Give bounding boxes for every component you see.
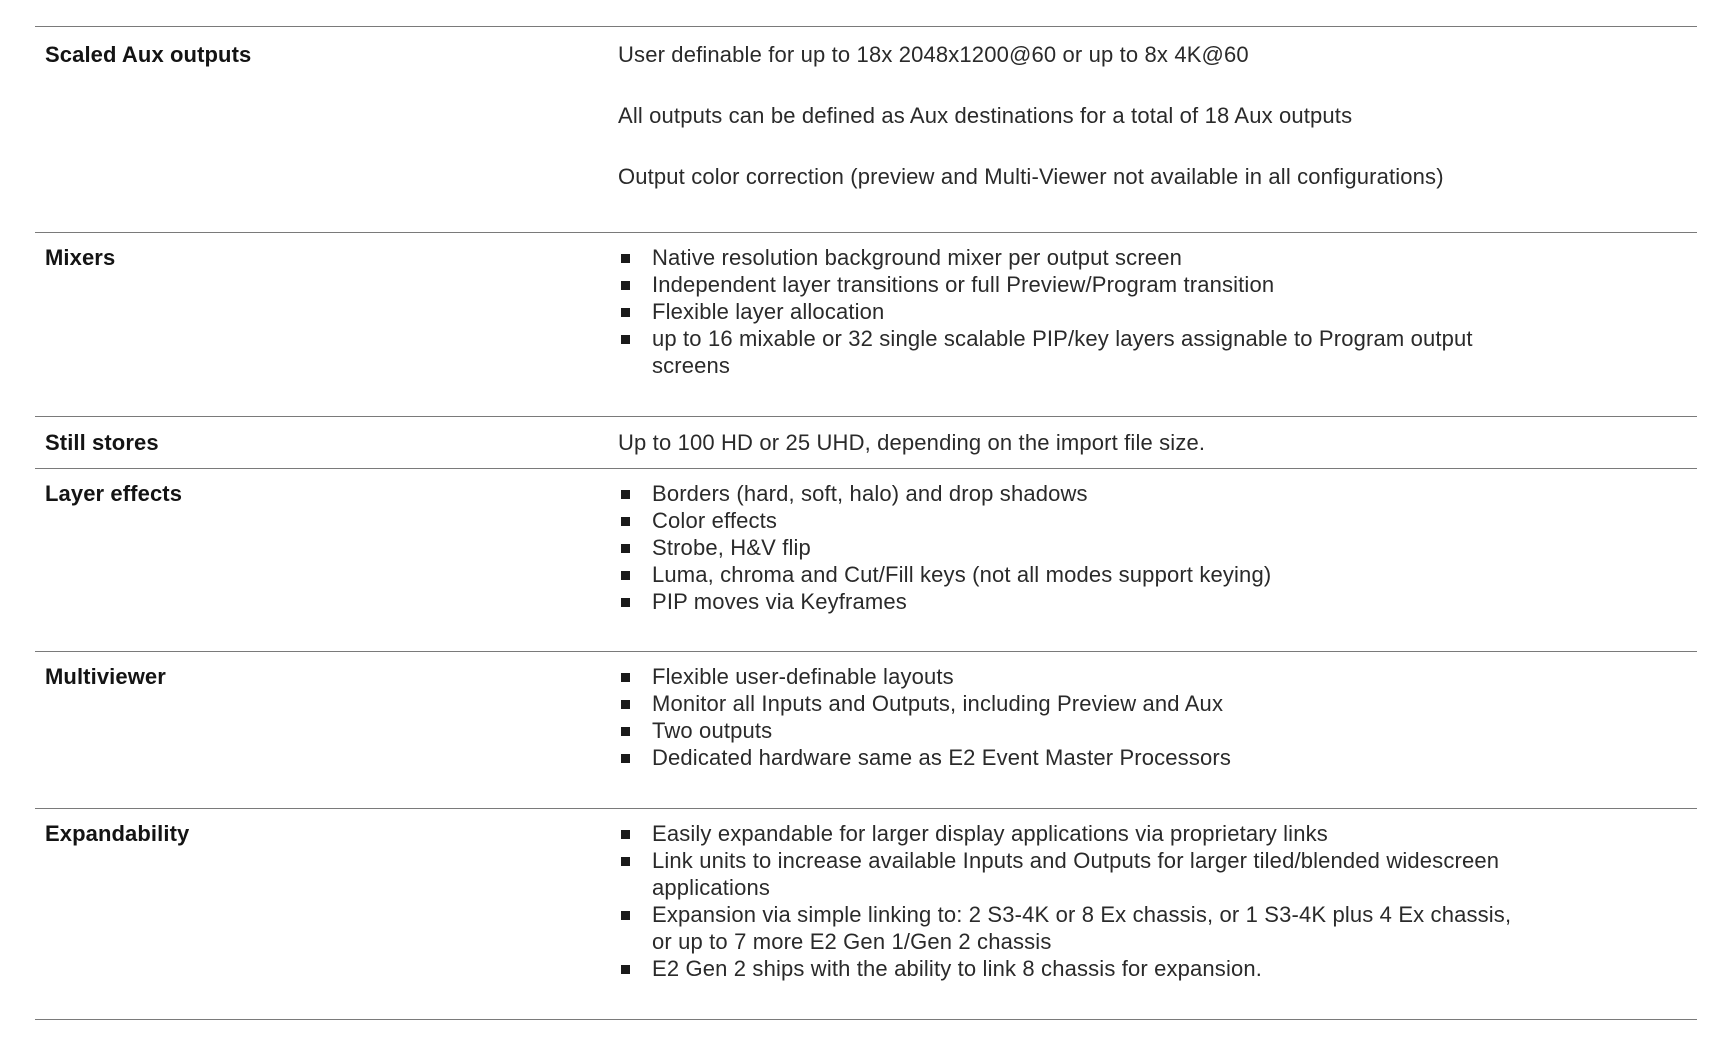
bullet-item: Easily expandable for larger display applications via proprietary links bbox=[618, 820, 1518, 847]
spec-row-expandability bbox=[35, 809, 1697, 1020]
spec-row-scaled-aux-outputs bbox=[35, 27, 1697, 233]
spec-value bbox=[618, 820, 1697, 1019]
bullet-item: Two outputs bbox=[618, 717, 1518, 744]
bullet-item: Flexible layer allocation bbox=[618, 298, 1518, 325]
spec-label: Still stores bbox=[45, 430, 159, 455]
bullet-item: Link units to increase available Inputs and Outputs for larger tiled/blended widescreen applications bbox=[618, 847, 1518, 901]
bullet-item: Native resolution background mixer per output screen bbox=[618, 244, 1518, 271]
spec-paragraph: Up to 100 HD or 25 UHD, depending on the import file size. bbox=[618, 430, 1206, 455]
bullet-item: Luma, chroma and Cut/Fill keys (not all modes support keying) bbox=[618, 561, 1518, 588]
bullet-list bbox=[618, 820, 1518, 982]
bullet-item: Strobe, H&V flip bbox=[618, 534, 1518, 561]
spec-row-still-stores bbox=[35, 417, 1697, 469]
spec-row-mixers bbox=[35, 233, 1697, 417]
bullet-list bbox=[618, 663, 1518, 771]
bullet-item: Monitor all Inputs and Outputs, including Preview and Aux bbox=[618, 690, 1518, 717]
bullet-list bbox=[618, 244, 1518, 379]
spec-label: Layer effects bbox=[45, 481, 183, 506]
bullet-item: E2 Gen 2 ships with the ability to link 8 chassis for expansion. bbox=[618, 955, 1518, 982]
spec-row-multiviewer bbox=[35, 652, 1697, 809]
spec-value bbox=[618, 429, 1697, 468]
spec-label: Mixers bbox=[45, 245, 116, 270]
spec-label: Multiviewer bbox=[45, 664, 166, 689]
spec-paragraph: Output color correction (preview and Multi-Viewer not available in all configurations) bbox=[618, 164, 1444, 189]
spec-value bbox=[618, 244, 1697, 416]
bullet-item: Expansion via simple linking to: 2 S3-4K or 8 Ex chassis, or 1 S3-4K plus 4 Ex chassis, or up to 7 more E2 Gen 1/Gen 2 chassis bbox=[618, 901, 1518, 955]
bullet-item: Dedicated hardware same as E2 Event Master Processors bbox=[618, 744, 1518, 771]
bullet-item: Borders (hard, soft, halo) and drop shadows bbox=[618, 480, 1518, 507]
spec-paragraph: User definable for up to 18x 2048x1200@60 or up to 8x 4K@60 bbox=[618, 42, 1249, 67]
bullet-item: up to 16 mixable or 32 single scalable PIP/key layers assignable to Program output screens bbox=[618, 325, 1518, 379]
bullet-item: Flexible user-definable layouts bbox=[618, 663, 1518, 690]
spec-label: Expandability bbox=[45, 821, 190, 846]
bullet-list bbox=[618, 480, 1518, 615]
spec-label: Scaled Aux outputs bbox=[45, 42, 252, 67]
bullet-item: Independent layer transitions or full Preview/Program transition bbox=[618, 271, 1518, 298]
bullet-item: PIP moves via Keyframes bbox=[618, 588, 1518, 615]
spec-paragraph: All outputs can be defined as Aux destinations for a total of 18 Aux outputs bbox=[618, 103, 1353, 128]
spec-value bbox=[618, 480, 1697, 651]
spec-value bbox=[618, 41, 1697, 232]
spec-value bbox=[618, 663, 1697, 808]
spec-row-layer-effects bbox=[35, 469, 1697, 652]
spec-table bbox=[35, 26, 1697, 1020]
bullet-item: Color effects bbox=[618, 507, 1518, 534]
